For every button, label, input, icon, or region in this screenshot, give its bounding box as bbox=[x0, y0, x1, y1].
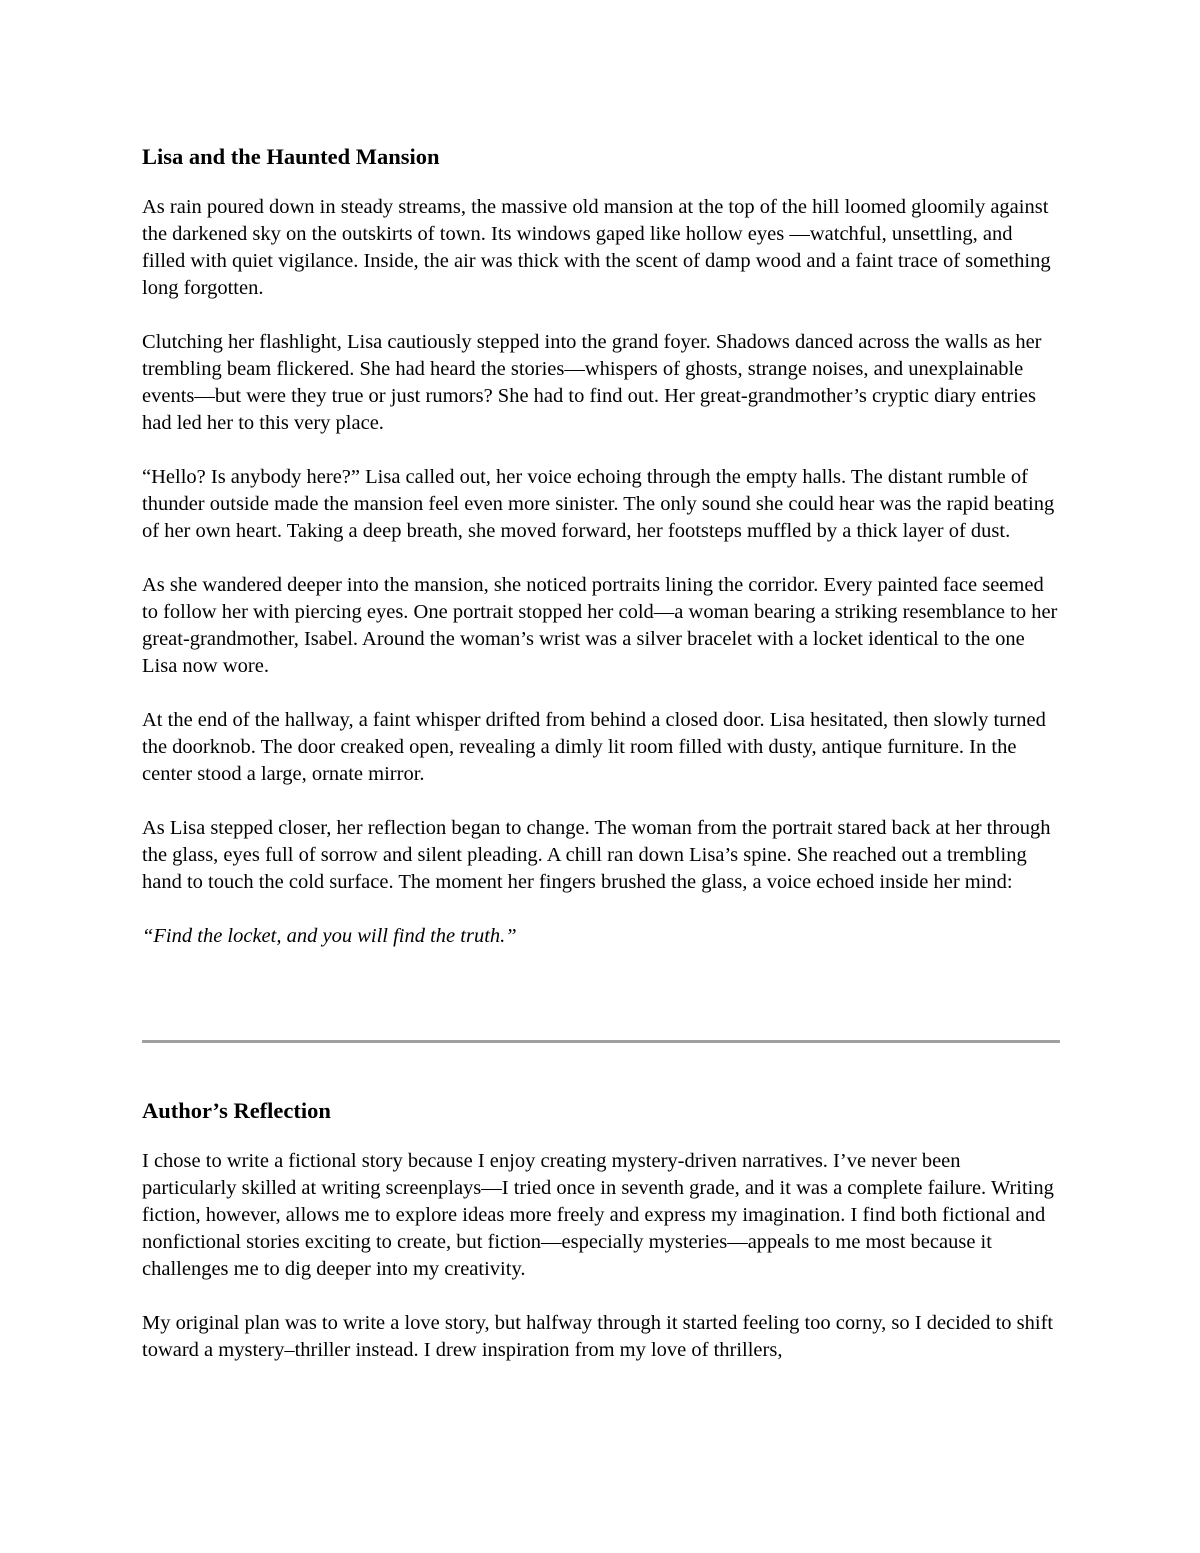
story-paragraph-4: As she wandered deeper into the mansion, she noticed portraits lining the corridor. Every painted face seemed to follow her with piercing eyes. One portrait stopped her cold—a woman bearing a striking resemblance to her great-grandmother, Isabel. Around the woman’s wrist was a silver bracelet with a locket identical to the one Lisa now wore. bbox=[142, 574, 1058, 677]
reflection-section bbox=[142, 1094, 1060, 1391]
story-title: Lisa and the Haunted Mansion bbox=[142, 144, 440, 169]
reflection-paragraph-1: I chose to write a fictional story because I enjoy creating mystery-driven narratives. I’ve never been particularly skilled at writing screenplays—I tried once in seventh grade, and it was a complete failure. Writing fiction, however, allows me to explore ideas more freely and express my imagination. I find both fictional and nonfictional stories exciting to create, but fiction—especially mysteries—appeals to me most because it challenges me to dig deeper into my creativity. bbox=[142, 1150, 1054, 1280]
story-section bbox=[142, 140, 1060, 977]
story-paragraph-2: Clutching her flashlight, Lisa cautiously stepped into the grand foyer. Shadows danced across the walls as her trembling beam flickered. She had heard the stories—whispers of ghosts, strange noises, and unexplainable events—but were they true or just rumors? She had to find out. Her great-grandmother’s cryptic diary entries had led her to this very place. bbox=[142, 331, 1042, 434]
reflection-paragraph-2: My original plan was to write a love story, but halfway through it started feeling too corny, so I decided to shift toward a mystery–thriller instead. I drew inspiration from my love of thrillers, bbox=[142, 1312, 1054, 1361]
story-paragraph-1: As rain poured down in steady streams, the massive old mansion at the top of the hill loomed gloomily against the darkened sky on the outskirts of town. Its windows gaped like hollow eyes —watchful, unsettling, and filled with quiet vigilance. Inside, the air was thick with the scent of damp wood and a faint trace of something long forgotten. bbox=[142, 196, 1051, 299]
closing-quote: “Find the locket, and you will find the truth.” bbox=[142, 925, 517, 947]
section-divider-wrap bbox=[142, 1040, 1060, 1043]
reflection-title: Author’s Reflection bbox=[142, 1098, 331, 1123]
story-paragraph-6: As Lisa stepped closer, her reflection began to change. The woman from the portrait stared back at her through the glass, eyes full of sorrow and silent pleading. A chill ran down Lisa’s spine. She reached out a trembling hand to touch the cold surface. The moment her fingers brushed the glass, a voice echoed inside her mind: bbox=[142, 817, 1051, 893]
story-paragraph-3: “Hello? Is anybody here?” Lisa called out, her voice echoing through the empty halls. The distant rumble of thunder outside made the mansion feel even more sinister. The only sound she could hear was the rapid beating of her own heart. Taking a deep breath, she moved forward, her footsteps muffled by a thick layer of dust. bbox=[142, 466, 1055, 542]
story-paragraph-5: At the end of the hallway, a faint whisper drifted from behind a closed door. Lisa hesitated, then slowly turned the doorknob. The door creaked open, revealing a dimly lit room filled with dusty, antique furniture. In the center stood a large, ornate mirror. bbox=[142, 709, 1046, 785]
section-divider bbox=[142, 1040, 1060, 1043]
